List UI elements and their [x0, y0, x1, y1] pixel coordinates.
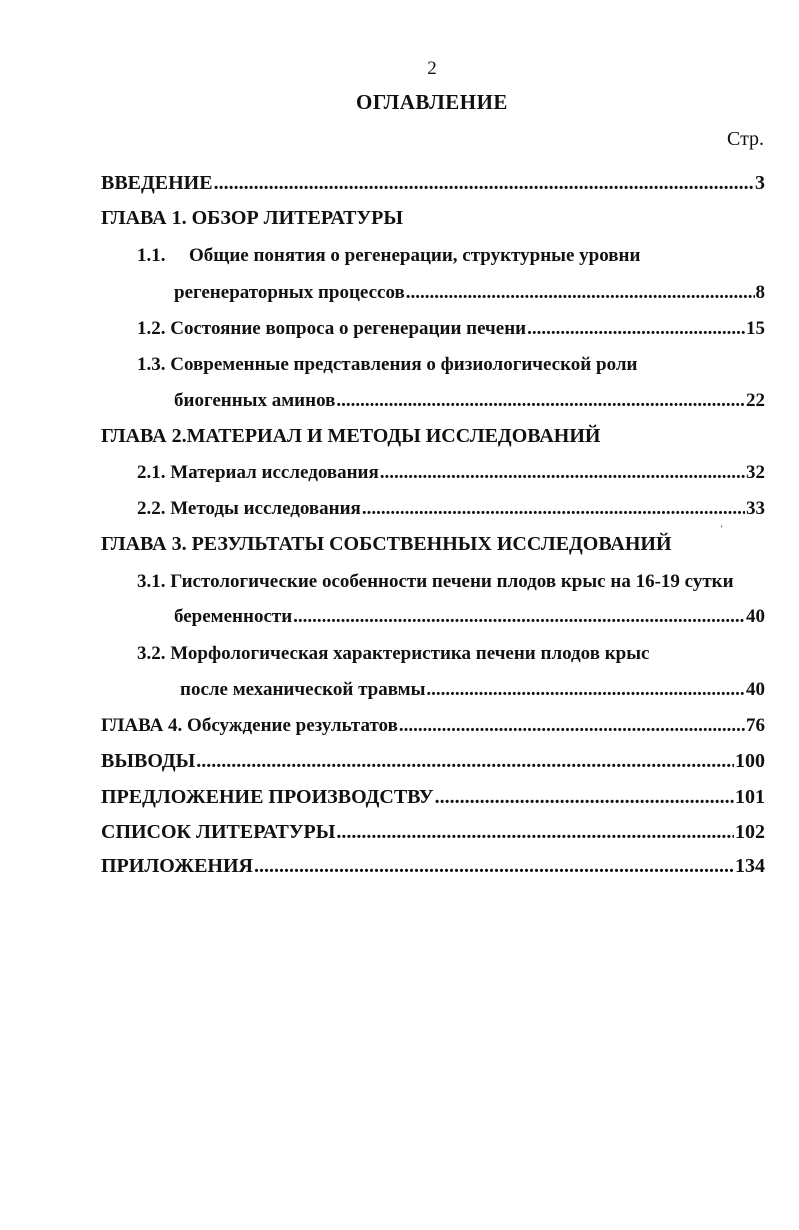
toc-entry-proposal [101, 786, 765, 809]
toc-entry-label: СПИСОК ЛИТЕРАТУРЫ [101, 821, 336, 843]
toc-entry-label: ПРИЛОЖЕНИЯ [101, 855, 253, 877]
dot-leader [406, 282, 755, 304]
toc-title: ОГЛАВЛЕНИЕ [356, 90, 508, 114]
toc-entry-label: после механической травмы [180, 679, 426, 700]
dot-leader [214, 172, 754, 195]
toc-entry-page: 134 [735, 855, 765, 877]
page-column-label: Стр. [727, 128, 765, 150]
toc-entry-number: 1.1. [137, 245, 166, 266]
toc-entry-1-2 [137, 318, 765, 340]
toc-entry-label: Общие понятия о регенерации, структурные уровни [189, 245, 641, 266]
toc-entry-appendices [101, 855, 765, 878]
dot-leader [435, 786, 734, 809]
dot-leader [426, 679, 745, 701]
toc-entry-conclusions [101, 750, 765, 773]
toc-entry-1-3-line1: 1.3. Современные представления о физиологической роли [137, 354, 638, 375]
toc-entry-label: 2.2. Методы исследования [137, 498, 361, 519]
toc-entry-label: регенераторных процессов [174, 282, 405, 303]
toc-entry-page: 32 [746, 462, 765, 483]
toc-entry-3-2 [180, 679, 765, 701]
dot-leader [527, 318, 745, 340]
toc-entry-label: беременности [174, 606, 293, 627]
toc-entry-label: 2.1. Материал исследования [137, 462, 379, 483]
toc-entry-page: 15 [746, 318, 765, 339]
toc-entry-page: 40 [746, 679, 765, 700]
toc-entry-page: 8 [755, 282, 765, 303]
toc-entry-page: 101 [735, 786, 765, 808]
toc-entry-1-1-line1 [137, 245, 640, 267]
toc-entry-3-2-line1: 3.2. Морфологическая характеристика печени плодов крыс [137, 643, 650, 664]
toc-entry-page: 76 [746, 715, 765, 736]
page-number: 2 [427, 58, 437, 79]
scan-speck: ‘ [720, 524, 724, 535]
dot-leader [362, 498, 745, 520]
toc-entry-page: 102 [735, 821, 765, 843]
dot-leader [336, 390, 745, 412]
toc-entry-page: 40 [746, 606, 765, 627]
dot-leader [336, 821, 734, 844]
dot-leader [254, 855, 734, 878]
dot-leader [196, 750, 734, 773]
toc-entry-references [101, 821, 765, 844]
toc-chapter-2: ГЛАВА 2.МАТЕРИАЛ И МЕТОДЫ ИССЛЕДОВАНИЙ [101, 425, 601, 447]
toc-entry-label: ВЫВОДЫ [101, 750, 196, 772]
toc-entry-label: ГЛАВА 4. Обсуждение результатов [101, 715, 398, 736]
dot-leader [399, 715, 745, 737]
toc-chapter-1: ГЛАВА 1. ОБЗОР ЛИТЕРАТУРЫ [101, 207, 404, 229]
toc-entry-label: биогенных аминов [174, 390, 336, 411]
toc-entry-label: 1.2. Состояние вопроса о регенерации печени [137, 318, 527, 339]
toc-entry-1-1 [174, 282, 765, 304]
toc-entry-intro [101, 172, 765, 195]
toc-entry-2-1 [137, 462, 765, 484]
toc-entry-page: 22 [746, 390, 765, 411]
dot-leader [293, 606, 745, 628]
toc-entry-label: ВВЕДЕНИЕ [101, 172, 213, 194]
toc-chapter-4 [101, 715, 765, 737]
toc-entry-page: 33 [746, 498, 765, 519]
toc-entry-3-1 [174, 606, 765, 628]
toc-entry-2-2 [137, 498, 765, 520]
toc-chapter-3: ГЛАВА 3. РЕЗУЛЬТАТЫ СОБСТВЕННЫХ ИССЛЕДОВАНИЙ [101, 533, 672, 555]
dot-leader [380, 462, 745, 484]
toc-entry-3-1-line1: 3.1. Гистологические особенности печени плодов крыс на 16-19 сутки [137, 571, 734, 592]
toc-entry-page: 3 [755, 172, 765, 194]
toc-entry-1-3 [174, 390, 765, 412]
toc-entry-label: ПРЕДЛОЖЕНИЕ ПРОИЗВОДСТВУ [101, 786, 434, 808]
toc-entry-page: 100 [735, 750, 765, 772]
